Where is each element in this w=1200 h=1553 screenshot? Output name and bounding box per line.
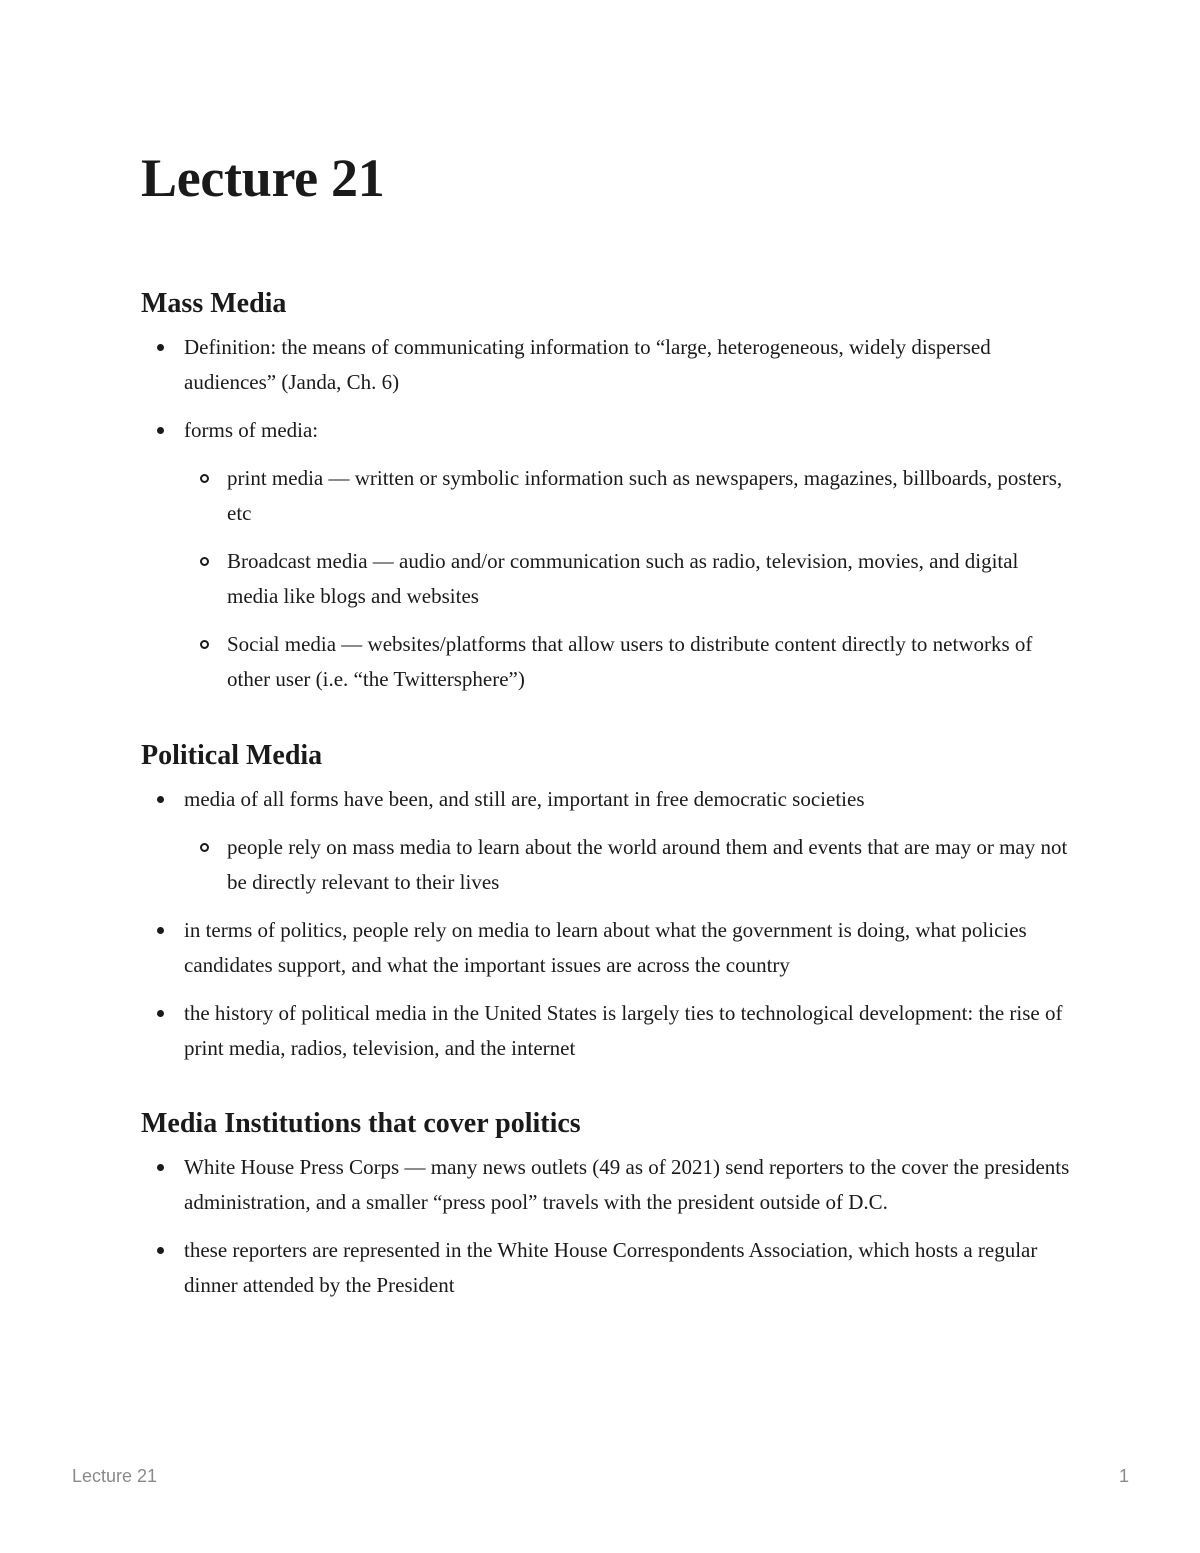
list-item-text: the history of political media in the United States is largely ties to technological development: the rise of print media, radios, television, and the internet <box>184 1001 1063 1060</box>
page-title: Lecture 21 <box>141 148 385 208</box>
bullet-disc-icon <box>157 427 164 434</box>
sub-list-item <box>184 544 1071 614</box>
bullet-list <box>141 330 1071 697</box>
sub-list-item <box>184 830 1071 900</box>
bullet-list <box>141 1150 1071 1303</box>
list-item-text: Definition: the means of communicating information to “large, heterogeneous, widely dispersed audiences” (Janda, Ch. 6) <box>184 335 991 394</box>
list-item-text: forms of media: <box>184 418 319 442</box>
sub-bullet-list <box>184 830 1071 900</box>
list-item-text: these reporters are represented in the White House Correspondents Association, which hosts a regular dinner attended by the President <box>184 1238 1038 1297</box>
section-political-media <box>141 738 1071 1079</box>
sub-bullet-list <box>184 461 1071 697</box>
list-item-text: White House Press Corps — many news outlets (49 as of 2021) send reporters to the cover the presidents administration, and a smaller “press pool” travels with the president outside of D.C. <box>184 1155 1070 1214</box>
section-heading: Media Institutions that cover politics <box>141 1108 581 1139</box>
list-item <box>141 913 1071 983</box>
list-item-text: media of all forms have been, and still are, important in free democratic societies <box>184 787 865 811</box>
list-item <box>141 330 1071 400</box>
sub-list-item-text: print media — written or symbolic information such as newspapers, magazines, billboards, posters, etc <box>227 466 1063 525</box>
bullet-disc-icon <box>157 344 164 351</box>
footer-title: Lecture 21 <box>72 1466 158 1486</box>
sub-list-item-text: people rely on mass media to learn about the world around them and events that are may or may not be directly relevant to their lives <box>227 835 1068 894</box>
bullet-disc-icon <box>157 1164 164 1171</box>
bullet-circle-icon <box>200 640 209 649</box>
bullet-disc-icon <box>157 1010 164 1017</box>
list-item <box>141 1150 1071 1220</box>
list-item <box>141 996 1071 1066</box>
list-item <box>141 413 1071 697</box>
section-heading: Political Media <box>141 740 323 771</box>
bullet-disc-icon <box>157 796 164 803</box>
sub-list-item-text: Social media — websites/platforms that allow users to distribute content directly to networks of other user (i.e. “the Twittersphere”) <box>227 632 1033 691</box>
section-media-institutions <box>141 1106 1071 1316</box>
sub-list-item-text: Broadcast media — audio and/or communication such as radio, television, movies, and digital media like blogs and websites <box>227 549 1019 608</box>
bullet-disc-icon <box>157 927 164 934</box>
sub-list-item <box>184 461 1071 531</box>
bullet-circle-icon <box>200 474 209 483</box>
bullet-list <box>141 782 1071 1066</box>
list-item-text: in terms of politics, people rely on media to learn about what the government is doing, what policies candidates support, and what the important issues are across the country <box>184 918 1027 977</box>
bullet-circle-icon <box>200 843 209 852</box>
section-mass-media <box>141 286 1071 710</box>
list-item <box>141 782 1071 900</box>
sub-list-item <box>184 627 1071 697</box>
bullet-disc-icon <box>157 1247 164 1254</box>
section-heading: Mass Media <box>141 288 287 319</box>
bullet-circle-icon <box>200 557 209 566</box>
list-item <box>141 1233 1071 1303</box>
page-number: 1 <box>1118 1466 1129 1486</box>
